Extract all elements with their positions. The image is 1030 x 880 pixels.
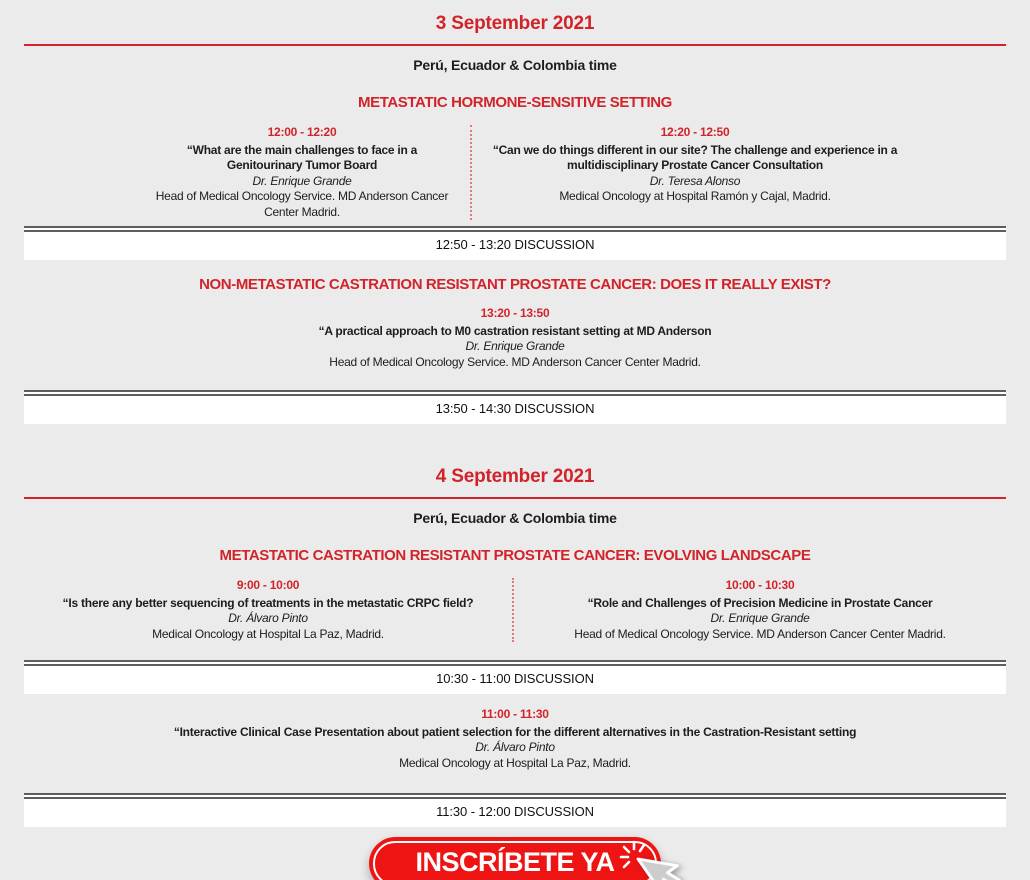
session-block	[574, 578, 945, 642]
session-time: 9:00 - 10:00	[236, 578, 300, 592]
session-time: 12:00 - 12:20	[267, 125, 337, 139]
inscribete-button-label: INSCRÍBETE YA	[415, 847, 615, 877]
session-row-single	[0, 306, 1030, 370]
inscribete-button[interactable]	[369, 837, 661, 880]
discussion-label: 12:50 - 13:20 DISCUSSION	[24, 232, 1006, 260]
session-affiliation: Head of Medical Oncology Service. MD Anderson Cancer Center Madrid.	[155, 189, 449, 219]
session-column-left	[24, 578, 512, 642]
date-divider	[24, 497, 1006, 499]
session-time: 12:20 - 12:50	[660, 125, 730, 139]
day-section-1	[0, 13, 1030, 424]
session-speaker: Dr. Álvaro Pinto	[228, 611, 308, 625]
discussion-label: 13:50 - 14:30 DISCUSSION	[24, 396, 1006, 424]
discussion-bar	[24, 226, 1006, 260]
discussion-bar	[24, 660, 1006, 694]
timezone-label: Perú, Ecuador & Colombia time	[413, 57, 617, 73]
session-time: 11:00 - 11:30	[481, 707, 549, 721]
session-speaker: Dr. Álvaro Pinto	[475, 740, 555, 754]
day1-title: 3 September 2021	[435, 13, 595, 34]
session-title: “Role and Challenges of Precision Medicine in Prostate Cancer	[587, 595, 933, 610]
session-affiliation: Head of Medical Oncology Service. MD Anderson Cancer Center Madrid.	[329, 354, 701, 369]
session-title: “Is there any better sequencing of treatments in the metastatic CRPC field?	[62, 595, 474, 610]
session-block	[319, 306, 712, 370]
discussion-label: 10:30 - 11:00 DISCUSSION	[24, 666, 1006, 694]
session-time: 13:20 - 13:50	[480, 306, 550, 320]
session-block	[63, 578, 474, 642]
session-row-single	[0, 707, 1030, 771]
session-title: “A practical approach to M0 castration resistant setting at MD Anderson	[318, 323, 712, 338]
session-affiliation: Medical Oncology at Hospital Ramón y Cajal, Madrid.	[559, 189, 831, 203]
discussion-bar	[24, 390, 1006, 424]
session-speaker: Dr. Enrique Grande	[465, 339, 565, 353]
session-block	[490, 125, 900, 220]
timezone-label: Perú, Ecuador & Colombia time	[413, 510, 617, 526]
session-block	[152, 125, 452, 220]
session-title: “What are the main challenges to face in a Genitourinary Tumor Board	[186, 142, 418, 172]
session-title: “Interactive Clinical Case Presentation about patient selection for the different alternatives in the Castration-Resistant setting	[173, 724, 857, 739]
session-affiliation: Medical Oncology at Hospital La Paz, Madrid.	[152, 626, 384, 641]
session-title: “Can we do things different in our site? The challenge and experience in a multidisciplinary Prostate Cancer Consultation	[492, 142, 898, 172]
day-section-2	[0, 466, 1030, 827]
discussion-label: 11:30 - 12:00 DISCUSSION	[24, 799, 1006, 827]
session-time: 10:00 - 10:30	[725, 578, 795, 592]
session-affiliation: Head of Medical Oncology Service. MD Anderson Cancer Center Madrid.	[574, 626, 946, 641]
day2-title: 4 September 2021	[435, 466, 595, 487]
session-column-right	[512, 578, 1006, 642]
discussion-bar	[24, 793, 1006, 827]
cta-area	[0, 837, 1030, 880]
session-speaker: Dr. Enrique Grande	[252, 173, 352, 188]
session-affiliation: Medical Oncology at Hospital La Paz, Madrid.	[399, 755, 631, 770]
session-speaker: Dr. Enrique Grande	[710, 611, 810, 625]
sessions-row	[24, 125, 1006, 220]
session-column-left	[24, 125, 470, 220]
section-heading-mhss: METASTATIC HORMONE-SENSITIVE SETTING	[358, 94, 672, 111]
section-heading-nmcrpc: NON-METASTATIC CASTRATION RESISTANT PROSTATE CANCER: DOES IT REALLY EXIST?	[199, 276, 831, 293]
session-speaker: Dr. Teresa Alonso	[649, 173, 741, 188]
section-heading-mcrpc: METASTATIC CASTRATION RESISTANT PROSTATE CANCER: EVOLVING LANDSCAPE	[219, 547, 811, 564]
sessions-row	[24, 578, 1006, 642]
date-divider	[24, 44, 1006, 46]
session-column-right	[470, 125, 1006, 220]
session-block	[174, 707, 856, 771]
